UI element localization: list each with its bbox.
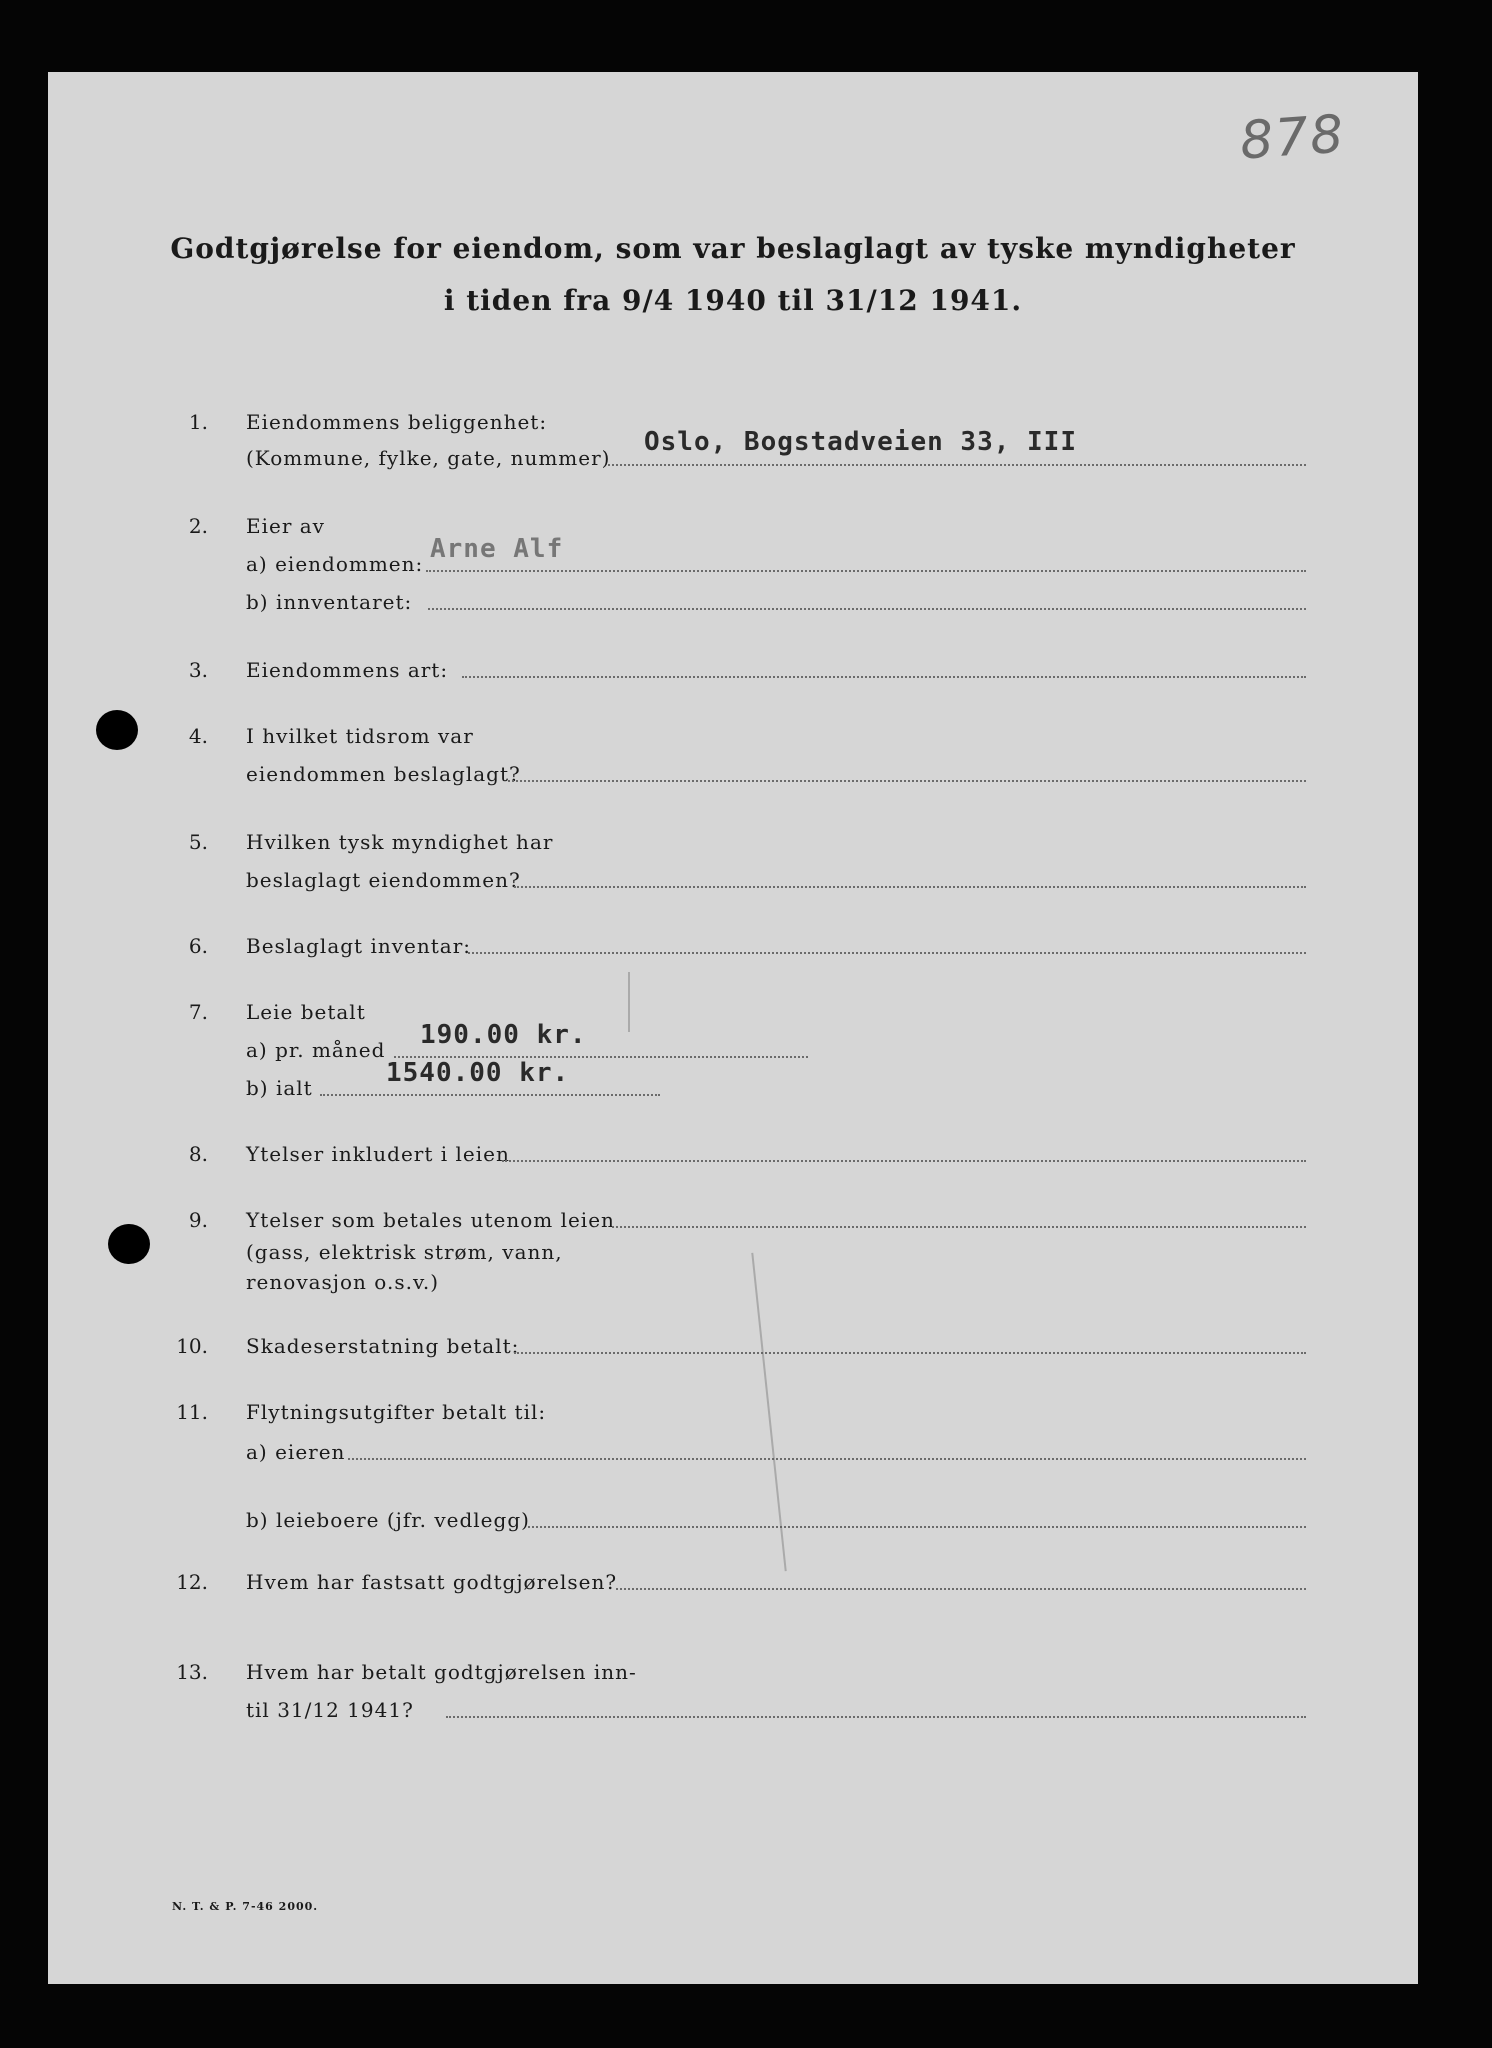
question-10-label: Skadeserstatning betalt: — [246, 1334, 520, 1358]
question-8-label: Ytelser inkludert i leien — [246, 1142, 510, 1166]
answer-1-typed: Oslo, Bogstadveien 33, III — [644, 427, 1077, 457]
question-number: 2. — [188, 514, 208, 538]
form-title-line2: i tiden fra 9/4 1940 til 31/12 1941. — [443, 284, 1023, 317]
printer-mark: N. T. & P. 7-46 2000. — [172, 1900, 319, 1913]
answer-line — [616, 1588, 1306, 1590]
question-5-label: Hvilken tysk myndighet har — [246, 830, 554, 854]
answer-line — [446, 1716, 1306, 1718]
question-6-label: Beslaglagt inventar: — [246, 934, 471, 958]
question-7b-label: b) ialt — [246, 1076, 313, 1100]
answer-line — [508, 780, 1306, 782]
question-number: 12. — [176, 1570, 208, 1594]
question-number: 5. — [188, 830, 208, 854]
punch-hole — [96, 710, 138, 750]
question-11b-label: b) leieboere (jfr. vedlegg) — [246, 1508, 530, 1532]
answer-line — [514, 1352, 1306, 1354]
question-number: 13. — [176, 1660, 208, 1684]
archive-number: 878 — [1238, 104, 1348, 172]
answer-line — [320, 1094, 660, 1096]
question-12-label: Hvem har fastsatt godtgjørelsen? — [246, 1570, 618, 1594]
question-2-label: Eier av — [246, 514, 325, 538]
answer-line — [426, 570, 1306, 572]
question-number: 4. — [188, 724, 208, 748]
question-number: 11. — [176, 1400, 208, 1424]
question-2b-label: b) innventaret: — [246, 590, 413, 614]
question-4-label: I hvilket tidsrom var — [246, 724, 474, 748]
question-7-label: Leie betalt — [246, 1000, 366, 1024]
question-number: 8. — [188, 1142, 208, 1166]
question-7a-label: a) pr. måned — [246, 1038, 386, 1062]
question-13-label: Hvem har betalt godtgjørelsen inn- — [246, 1660, 637, 1684]
answer-line — [608, 464, 1306, 466]
answer-2a-typed: Arne Alf — [430, 534, 564, 564]
pencil-mark — [628, 972, 630, 1032]
answer-line — [612, 1226, 1306, 1228]
form-page — [48, 72, 1418, 1984]
answer-line — [428, 608, 1306, 610]
answer-line — [348, 1458, 1306, 1460]
punch-hole — [108, 1224, 150, 1264]
question-number: 3. — [188, 658, 208, 682]
question-9-label: Ytelser som betales utenom leien — [246, 1208, 615, 1232]
question-number: 6. — [188, 934, 208, 958]
answer-line — [528, 1526, 1306, 1528]
question-number: 1. — [188, 410, 208, 434]
question-1-label: Eiendommens beliggenhet: — [246, 410, 548, 434]
question-11-label: Flytningsutgifter betalt til: — [246, 1400, 547, 1424]
question-9-sublabel2: renovasjon o.s.v.) — [246, 1270, 440, 1294]
question-4-sublabel: eiendommen beslaglagt? — [246, 762, 521, 786]
question-number: 9. — [188, 1208, 208, 1232]
question-number: 10. — [176, 1334, 208, 1358]
answer-7b-typed: 1540.00 kr. — [386, 1058, 570, 1088]
answer-line — [468, 952, 1306, 954]
answer-line — [462, 676, 1306, 678]
question-11a-label: a) eieren — [246, 1440, 346, 1464]
form-title-line1: Godtgjørelse for eiendom, som var beslaglagt av tyske myndigheter — [170, 232, 1296, 265]
question-5-sublabel: beslaglagt eiendommen? — [246, 868, 521, 892]
question-13-sublabel: til 31/12 1941? — [246, 1698, 414, 1722]
question-2a-label: a) eiendommen: — [246, 552, 424, 576]
question-3-label: Eiendommens art: — [246, 658, 449, 682]
answer-line — [514, 886, 1306, 888]
answer-line — [502, 1160, 1306, 1162]
answer-7a-typed: 190.00 kr. — [420, 1020, 587, 1050]
question-9-sublabel: (gass, elektrisk strøm, vann, — [246, 1240, 563, 1264]
question-number: 7. — [188, 1000, 208, 1024]
pencil-mark — [751, 1253, 786, 1571]
question-1-sublabel: (Kommune, fylke, gate, nummer) — [246, 446, 611, 470]
